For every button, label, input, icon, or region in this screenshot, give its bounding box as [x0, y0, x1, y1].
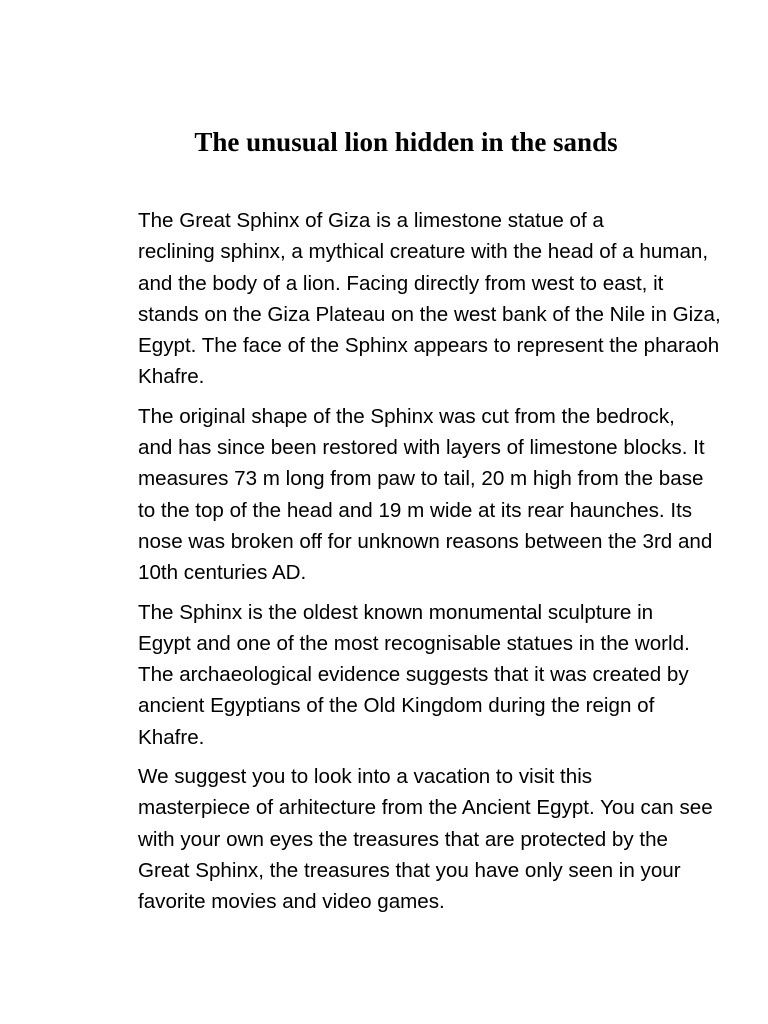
text-line: Egypt and one of the most recognisable statues in the world. — [138, 631, 690, 655]
text-line: favorite movies and video games. — [138, 890, 445, 914]
paragraph-4 — [90, 761, 713, 917]
document-title: The unusual lion hidden in the sands — [194, 127, 618, 157]
document-body — [90, 205, 721, 926]
text-line: Egypt. The face of the Sphinx appears to represent the pharaoh — [138, 334, 720, 358]
paragraph-3 — [90, 597, 690, 753]
text-line: nose was broken off for unknown reasons between the 3rd and — [138, 529, 713, 553]
text-line: masterpiece of arhitecture from the Ancient Egypt. You can see — [138, 796, 713, 820]
paragraph-2 — [90, 401, 713, 589]
text-line: Great Sphinx, the treasures that you have only seen in your — [138, 858, 681, 882]
text-line: stands on the Giza Plateau on the west bank of the Nile in Giza, — [138, 302, 721, 326]
text-line: with your own eyes the treasures that are protected by the — [138, 827, 669, 851]
paragraph-1 — [90, 205, 721, 393]
text-line: ancient Egyptians of the Old Kingdom during the reign of — [138, 694, 655, 718]
text-line: measures 73 m long from paw to tail, 20 m high from the base — [138, 467, 704, 491]
text-line: to the top of the head and 19 m wide at its rear haunches. Its — [138, 498, 693, 522]
text-line: 10th centuries AD. — [138, 561, 307, 585]
text-line: The original shape of the Sphinx was cut from the bedrock, — [138, 404, 675, 428]
text-line: The Sphinx is the oldest known monumental sculpture in — [138, 600, 654, 624]
text-line: Khafre. — [138, 365, 205, 389]
text-line: and has since been restored with layers of limestone blocks. It — [138, 436, 705, 460]
text-line: The archaeological evidence suggests that it was created by — [138, 663, 689, 687]
text-line: and the body of a lion. Facing directly from west to east, it — [138, 271, 664, 295]
text-line: We suggest you to look into a vacation to visit this — [138, 765, 593, 789]
text-line: The Great Sphinx of Giza is a limestone statue of a — [138, 209, 604, 232]
text-line: Khafre. — [138, 725, 205, 749]
text-line: reclining sphinx, a mythical creature with the head of a human, — [138, 240, 709, 264]
